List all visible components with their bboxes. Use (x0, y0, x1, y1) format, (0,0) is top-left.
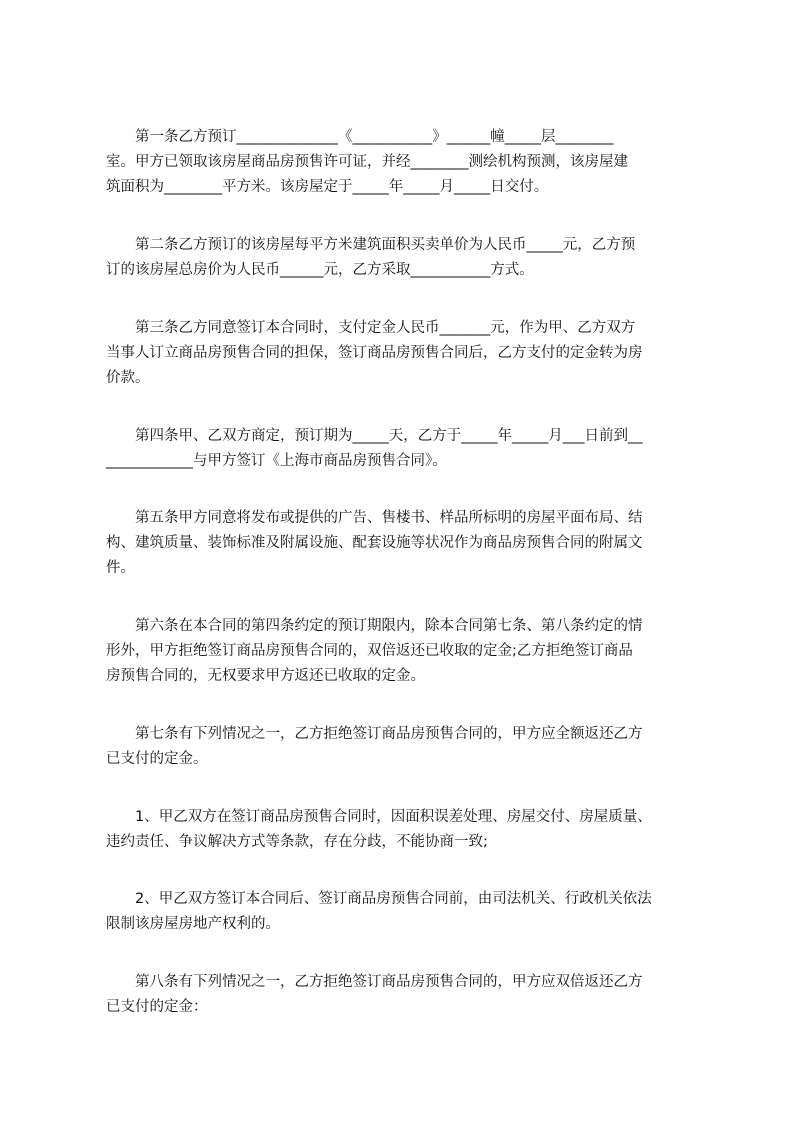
article-4-paragraph (106, 424, 706, 474)
text-line: 违约责任、争议解决方式等条款，存在分歧，不能协商一致; (106, 834, 488, 850)
text-line: 2、甲乙双方签订本合同后、签订商品房预售合同前，由司法机关、行政机关依法 (135, 891, 652, 907)
text-line: 筑面积为________平方米。该房屋定于_____年_____月_____日交付。 (106, 179, 549, 195)
text-line: 第八条有下列情况之一，乙方拒绝签订商品房预售合同的，甲方应双倍返还乙方 (135, 974, 643, 990)
text-line: 1、甲乙双方在签订商品房预售合同时，因面积误差处理、房屋交付、房屋质量、 (135, 809, 652, 825)
text-line: 形外，甲方拒绝签订商品房预售合同的，双倍返还已收取的定金;乙方拒绝签订商品 (106, 643, 633, 659)
text-line: 已支付的定金。 (106, 751, 208, 767)
text-line: 第四条甲、乙双方商定，预订期为_____天，乙方于_____年_____月___日前到__ (135, 428, 643, 444)
article-7-item-2-paragraph (106, 887, 706, 937)
text-line: 件。 (106, 560, 135, 576)
article-2-paragraph (106, 233, 706, 283)
text-line: 房预售合同的，无权要求甲方返还已收取的定金。 (106, 668, 425, 684)
text-line: 限制该房屋房地产权利的。 (106, 916, 280, 932)
text-line: 订的该房屋总房价为人民币______元，乙方采取___________方式。 (106, 262, 534, 278)
text-line: ____________与甲方签订《上海市商品房预售合同》。 (106, 453, 447, 469)
text-line: 第三条乙方同意签订本合同时，支付定金人民币_______元，作为甲、乙方双方 (135, 320, 636, 336)
text-line: 室。甲方已领取该房屋商品房预售许可证，并经________测绘机构预测，该房屋建 (106, 154, 628, 170)
text-line: 第二条乙方预订的该房屋每平方米建筑面积买卖单价为人民币_____元，乙方预 (135, 237, 636, 253)
text-line: 第一条乙方预订______________《___________》______幢_____层________ (135, 129, 614, 145)
article-8-paragraph (106, 970, 706, 1020)
article-7-paragraph (106, 722, 706, 772)
text-line: 已支付的定金： (106, 999, 208, 1015)
article-5-paragraph (106, 506, 706, 581)
text-line: 第六条在本合同的第四条约定的预订期限内，除本合同第七条、第八条约定的情 (135, 618, 643, 634)
text-line: 构、建筑质量、装饰标准及附属设施、配套设施等状况作为商品房预售合同的附属文 (106, 535, 643, 551)
article-3-paragraph (106, 316, 706, 391)
text-line: 第五条甲方同意将发布或提供的广告、售楼书、样品所标明的房屋平面布局、结 (135, 510, 643, 526)
text-line: 第七条有下列情况之一，乙方拒绝签订商品房预售合同的，甲方应全额返还乙方 (135, 726, 643, 742)
article-1-paragraph (106, 125, 706, 200)
article-6-paragraph (106, 614, 706, 689)
text-line: 当事人订立商品房预售合同的担保，签订商品房预售合同后，乙方支付的定金转为房 (106, 345, 643, 361)
text-line: 价款。 (106, 370, 150, 386)
article-7-item-1-paragraph (106, 805, 706, 855)
